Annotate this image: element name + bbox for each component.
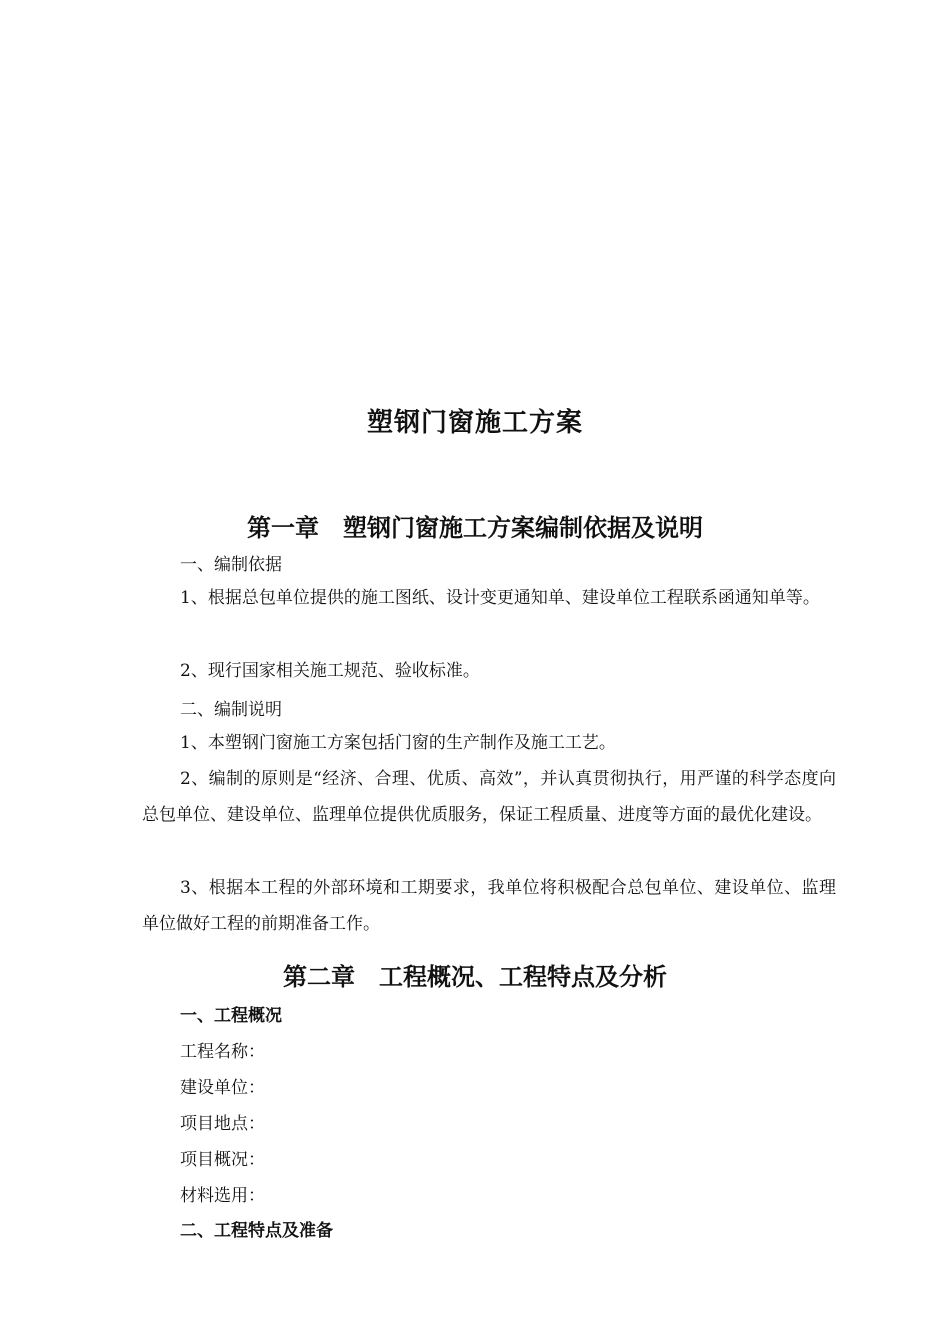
field-project-overview: 项目概况： [180, 1150, 265, 1170]
field-project-location: 项目地点： [180, 1114, 265, 1134]
basis-item-2: 2、现行国家相关施工规范、验收标准。 [180, 661, 480, 681]
section-basis-heading: 一、编制依据 [180, 555, 282, 575]
chapter-2-heading: 第二章 工程概况、工程特点及分析 [283, 962, 667, 991]
section-notes-heading: 二、编制说明 [180, 700, 282, 720]
document-title: 塑钢门窗施工方案 [366, 408, 583, 438]
notes-item-2: 2、编制的原则是“经济、合理、优质、高效”，并认真贯彻执行，用严谨的科学态度向总包单位、建设单位、监理单位提供优质服务，保证工程质量、进度等方面的最优化建设。 [142, 769, 836, 825]
section-features-heading: 二、工程特点及准备 [180, 1221, 333, 1241]
notes-item-3: 3、根据本工程的外部环境和工期要求，我单位将积极配合总包单位、建设单位、监理单位做好工程的前期准备工作。 [142, 878, 836, 934]
chapter-1-heading: 第一章 塑钢门窗施工方案编制依据及说明 [247, 513, 703, 542]
field-material-selection: 材料选用： [180, 1186, 265, 1206]
field-project-name: 工程名称： [180, 1042, 265, 1062]
basis-item-1: 1、根据总包单位提供的施工图纸、设计变更通知单、建设单位工程联系函通知单等。 [180, 588, 820, 608]
field-construction-unit: 建设单位： [180, 1078, 265, 1098]
notes-item-1: 1、本塑钢门窗施工方案包括门窗的生产制作及施工工艺。 [180, 733, 616, 753]
section-overview-heading: 一、工程概况 [180, 1006, 282, 1026]
